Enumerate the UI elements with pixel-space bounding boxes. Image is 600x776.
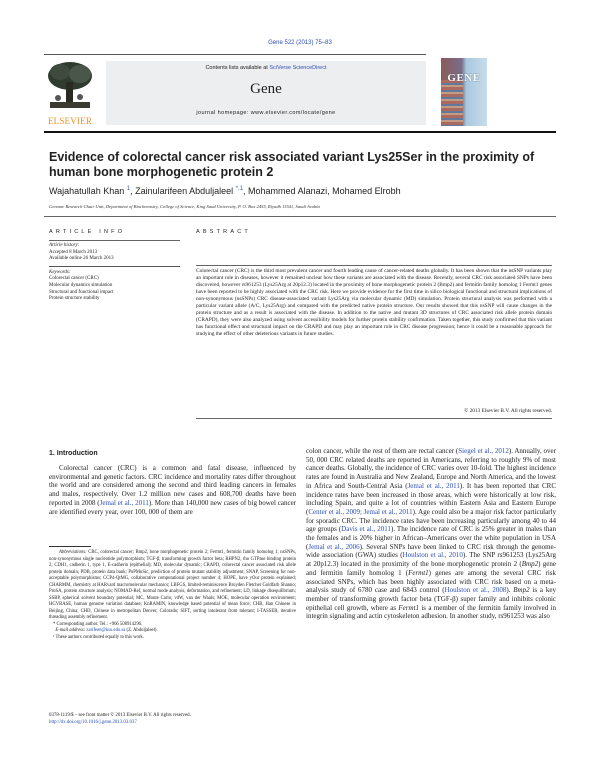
intro-text: is a key member of transforming growth factor beta (TGF-β) super family and inhibits colonic epithelial cell growth, where as — [306, 586, 556, 612]
abbreviations-text: CRC, colorectal cancer; Bmp2, bone morphogenetic protein 2; Fermt1, fermitin family homolog 1; nsSNPs, non-synonymous single nucleotide polymorphism; TGF-β, transforming growth factor beta; RHPN2, rho GTPase binding protein 2; CDH1, cadherin 1, type 1, E-cadherin (epithelial); MD, molecular dynamic; CRAPD, colorectal cancer associated risk allele protein domain; PDB, protein data bank; PoPMuSic, prediction of protein mutant stability adjustment; SNAP, Screening for non-acceptable polymorphisms; CCP4-QtMG, collaborative computational project number 4; HOPE, have yOur protein explained; CHARMM, chemistry at HARvard macromolecular mechanics; LBFGS, limited-reminiscence Broyden Fletcher Goldfarb Shanno; ProSA, protein structure analysis; NOMAD-Ref, normal mode analysis, deformation, and refinement; LD, linkage disequilibrium; SSBP, spherical solvent boundary potential; MC, Monte Carlo; vdW, van der Waals; MOE, molecular operation environment; HGVBASE, human genome variation database; KnRAMIN, knowledge based potential of mean force; CHB, Han Chinese in Beijing, China; CHD, Chinese in metropolitan Denver, Colorado; SIFT, sorting intolerant from tolerant; I-TASSER, iterative threading assembly refinement. — [49, 550, 296, 620]
history-accepted: Accepted 8 March 2013 — [49, 249, 98, 255]
article-title: Evidence of colorectal cancer risk associated variant Lys25Ser in the proximity of human bone morphogenetic protein 2 — [49, 150, 535, 179]
issn-line: 0378-1119/$ – see front matter © 2013 Elsevier B.V. All rights reserved. — [49, 713, 191, 718]
elsevier-wordmark: ELSEVIER — [47, 116, 93, 126]
header-divider — [44, 131, 556, 133]
journal-citation[interactable] — [0, 40, 600, 46]
email-suffix: (Z. Abduljaleel). — [125, 628, 158, 633]
affiliation-divider — [44, 216, 556, 217]
intro-paragraph — [49, 464, 296, 516]
author-affil-mark[interactable]: *,1 — [235, 186, 244, 192]
cover-title: GENE — [447, 72, 481, 84]
contents-line — [106, 65, 426, 71]
journal-name: Gene — [250, 81, 282, 97]
author-affil-mark[interactable]: 1 — [126, 186, 131, 192]
citation-link[interactable]: Houlston et al., 2008 — [444, 586, 507, 595]
abstract-divider — [196, 265, 552, 266]
intro-text: Colorectal cancer (CRC) is a common and fatal disease, influenced by environmental and genetic factors. CRC incidence and mortality rates differ throughout the world and are considered among the second and third leading cancers in females and males, respectively. Over 1.2 million new cases and 608,700 deaths have been reported in 2008 ( — [49, 464, 296, 507]
intro-text: ). More than 140,000 new cases of big bowel cancer are identified every year, over 100, 000 of them are — [49, 498, 297, 516]
keywords-divider — [49, 266, 180, 267]
intro-text: ). Age could also be a major risk factor particularly for sporadic CRC. The incidence rates have been increasing particularly among 40 to 44 age groups ( — [306, 507, 556, 534]
homepage-url[interactable]: www.elsevier.com/locate/gene — [250, 110, 336, 116]
citation-link[interactable]: Center et al., 2009; Jemal et al., 2011 — [308, 507, 413, 516]
citation-link[interactable]: Jemal et al., 2011 — [407, 481, 460, 490]
history-label: Article history: — [49, 243, 80, 248]
author-separator: , — [243, 186, 249, 196]
issn-block — [49, 713, 296, 726]
doi-link[interactable]: http://dx.doi.org/10.1016/j.gene.2013.03.037 — [49, 719, 137, 725]
gene-name: Fermt1 — [408, 568, 429, 577]
intro-text: ). It has been reported that CRC incidence rates have been increased in those areas, which were historically at low risk, including Spain, and quite a lot of countries within Eastern Asia and Eastern Europe ( — [306, 481, 557, 516]
author-name[interactable]: Mohamed Elrobh — [332, 186, 401, 196]
intro-text: ) gene and fermitin family homolog 1 ( — [306, 560, 557, 577]
journal-homepage — [106, 110, 426, 116]
history-online: Available online 26 March 2013 — [49, 256, 114, 262]
intro-text: is a member of the fermitin family involved in integrin signaling and actin cytoskeleton adhesion. In another study, rs961253 was also — [306, 603, 556, 621]
abstract-copyright: © 2013 Elsevier B.V. All rights reserved. — [464, 408, 552, 414]
author-name[interactable]: Mohammed Alanazi — [248, 186, 328, 196]
citation-link[interactable]: Gene 522 (2013) 75–83 — [268, 40, 332, 46]
sciencedirect-link[interactable]: SciVerse ScienceDirect — [269, 65, 327, 71]
introduction-heading: 1. Introduction — [49, 450, 98, 457]
keywords-label: Keywords: — [49, 269, 71, 275]
citation-link[interactable]: Jemal et al., 2006 — [308, 542, 360, 551]
intro-text: ). Annually, over 50, 000 CRC related deaths are reported in Americans, referring to roughly 9% of most cancer deaths. Globally, the incidence of CRC varies over 10-fold. The highest incidence rates are found in Australia and New Zealand, Europe and North America, and the lowest in Africa and South-Central Asia ( — [306, 447, 556, 490]
masthead-banner — [106, 61, 426, 125]
abstract-end-divider — [196, 418, 552, 419]
affiliation: Genome Research Chair Unit, Department of Biochemistry, College of Science, King Saud University, P. O. Box 2455, Riyadh 11541, Saudi Arabia — [49, 204, 320, 209]
author-separator: , — [327, 186, 333, 196]
corresponding-author-note: * Corresponding author. Tel.: +966 508914296. — [53, 621, 143, 627]
intro-text: colon cancer, while the rest of them are rectal cancer ( — [306, 447, 459, 455]
article-info-divider — [49, 240, 180, 241]
author-name[interactable]: Zainularifeen Abduljaleel — [135, 186, 234, 196]
footnotes — [49, 550, 296, 641]
author-name[interactable]: Wajahatullah Khan — [49, 186, 125, 196]
author-list — [49, 186, 559, 196]
intro-text: ). The incidence rate of CRC is 25% greater in males than the females and is 20% higher in African–Americans over the white population in USA ( — [306, 525, 556, 551]
journal-masthead — [44, 58, 556, 126]
citation-link[interactable]: Davis et al., 2011 — [341, 525, 391, 534]
abstract-body: Colorectal cancer (CRC) is the third most prevalent cancer and fourth leading cause of cancer-related deaths globally. It has been shown that the nsSNP variants play an important role in diseases, however it remained unclear how these variants are associated with the disease. Recently, several CRC risk associated SNPs have been discovered, however rs961253 (Lys25Arg at 20p12.3) located in the proximity of bone morphogenetic protein 2 (Bmp2) and fermitin family homolog 1 Fermt1 genes have been reported to be highly associated with the CRC risk. Here we provide evidence for the first time in silico biological functional and structural implications of non-synonymous (nsSNPs) CRC disease-associated variant Lys25Arg via molecular dynamic (MD) simulation. Protein structural analysis was performed with a particular variant allele (A/C, Lys25Arg) and compared with the predicted native protein structure. Our results showed that this nsSNP will cause changes in the protein structure and as a result is associated with the disease. In addition to the native and mutant 3D structures of CRC associated risk allele protein domain (CRAPD), they were also analyzed using solvent accessibility models for further protein stability confirmation. Taken together, this study confirmed that this variant has functional effect and structural impact on the CRAPD and may play an important role in CRC disease progression; hence it could be a reasonable approach for studying the effect of other deleterious variants in future studies. — [196, 268, 552, 337]
intro-text: ). The SNP rs961253 (Lys25Arg at 20p12.3) located in the proximity of the bone morphogenetic protein 2 ( — [306, 551, 557, 569]
email-label: E-mail address: — [55, 628, 87, 633]
footnote-divider — [49, 546, 91, 547]
cover-pattern — [441, 80, 463, 126]
intro-text: ). — [506, 586, 514, 595]
journal-cover-image[interactable] — [441, 58, 487, 126]
keyword-item[interactable]: Structural and functional impact — [49, 289, 114, 295]
elsevier-tree-icon — [46, 60, 94, 110]
keyword-item[interactable]: Protein structure stability — [49, 296, 100, 302]
email-link[interactable]: zarifeen@ksu.edu.sa — [86, 628, 126, 633]
citation-link[interactable]: Siegel et al., 2012 — [458, 447, 509, 455]
equal-contribution-note: ¹ These authors contributed equally to this work. — [53, 634, 144, 640]
abbreviations-footnote — [49, 550, 296, 622]
intro-text: ) genes are among the several CRC risk associated SNPs, which has been highly associated with CRC risk based on a meta-analysis study of 6780 case and 6843 control ( — [306, 568, 556, 595]
homepage-prefix: journal homepage: — [196, 110, 251, 116]
citation-link[interactable]: Jemal et al., 2011 — [99, 498, 149, 507]
intro-right-column — [306, 447, 556, 621]
intro-text: ). Several SNPs have been linked to CRC risk through the genome-wide association (GWA) studies ( — [306, 542, 556, 560]
gene-name: Bmp2 — [521, 560, 539, 569]
keyword-item[interactable]: Molecular dynamics simulation — [49, 282, 113, 288]
abbreviations-label: Abbreviations: — [59, 550, 87, 555]
article-info-heading: ARTICLE INFO — [49, 229, 126, 235]
author-separator: , — [130, 186, 136, 196]
keyword-item[interactable]: Colorectal cancer (CRC) — [49, 276, 99, 282]
gene-name: Fermt1 — [398, 603, 420, 612]
intro-left-column — [49, 464, 296, 516]
citation-link[interactable]: Houlston et al., 2010 — [402, 551, 463, 560]
top-divider — [44, 54, 426, 55]
abstract-heading: ABSTRACT — [196, 229, 251, 235]
contents-prefix: Contents lists available at — [205, 65, 270, 71]
article-info-panel — [49, 243, 184, 303]
gene-name: Bmp2 — [513, 586, 530, 595]
elsevier-logo[interactable] — [44, 58, 96, 126]
intro-paragraph — [306, 447, 556, 621]
